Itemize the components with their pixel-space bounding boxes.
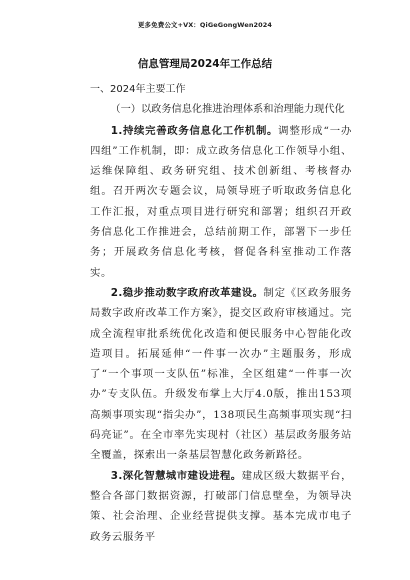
paragraph-3-text: 建成区级大数据平台，整合各部门数据资源，打破部门信息壁垒，为领导决策、社会治理、企业经营提供支撑。基本完成市电子政务云服务平 — [90, 469, 353, 543]
paragraph-3 — [90, 466, 352, 547]
document-body — [90, 80, 352, 547]
subsection-heading: （一）以政务信息化推进治理体系和治理能力现代化 — [110, 104, 345, 116]
section-heading: 一、2024年主要工作 — [90, 84, 186, 95]
document-title: 信息管理局2024年工作总结 — [137, 58, 273, 70]
paragraph-3-lead: 3.深化智慧城市建设进程。 — [110, 469, 242, 482]
paragraph-1-text: 调整形成“一办四组”工作机制，即：成立政务信息化工作领导小组、运维保障组、政务研究组、技术创新组、考核督办组。召开两次专题会议，局领导班子听取政务信息化工作汇报，对重点项目进行研究和部署；组织召开政务信息化工作推进会，总结前期工作，部署下一步任务；开展政务信息化考核，督促各科室推动工作落实。 — [90, 124, 352, 279]
top-note: 更多免费公文+VX：QiGeGongWen2024 — [137, 21, 273, 29]
paragraph-2 — [90, 283, 352, 466]
paragraph-2-text: 制定《区政务服务局数字政府改革工作方案》，提交区政府审核通过。完成全流程审批系统优化改造和便民服务中心智能化改造项目。拓展延伸“一件事一次办”主题服务，形成了“一个事项一支队伍”标准，全区组建“一件事一次办”专支队伍。升级发布掌上大厅4.0版，推出153项高频事项实现“指尖办”，138项民生高频事项实现“扫码亮证”。在全市率先实现村（社区）基层政务服务站全覆盖，探索出一条基层智慧化政务新路径。 — [90, 286, 352, 462]
paragraph-2-lead: 2.稳步推动数字政府改革建设。 — [110, 286, 264, 299]
paragraph-1-lead: 1.持续完善政务信息化工作机制。 — [110, 124, 279, 137]
paragraph-1 — [90, 121, 352, 283]
